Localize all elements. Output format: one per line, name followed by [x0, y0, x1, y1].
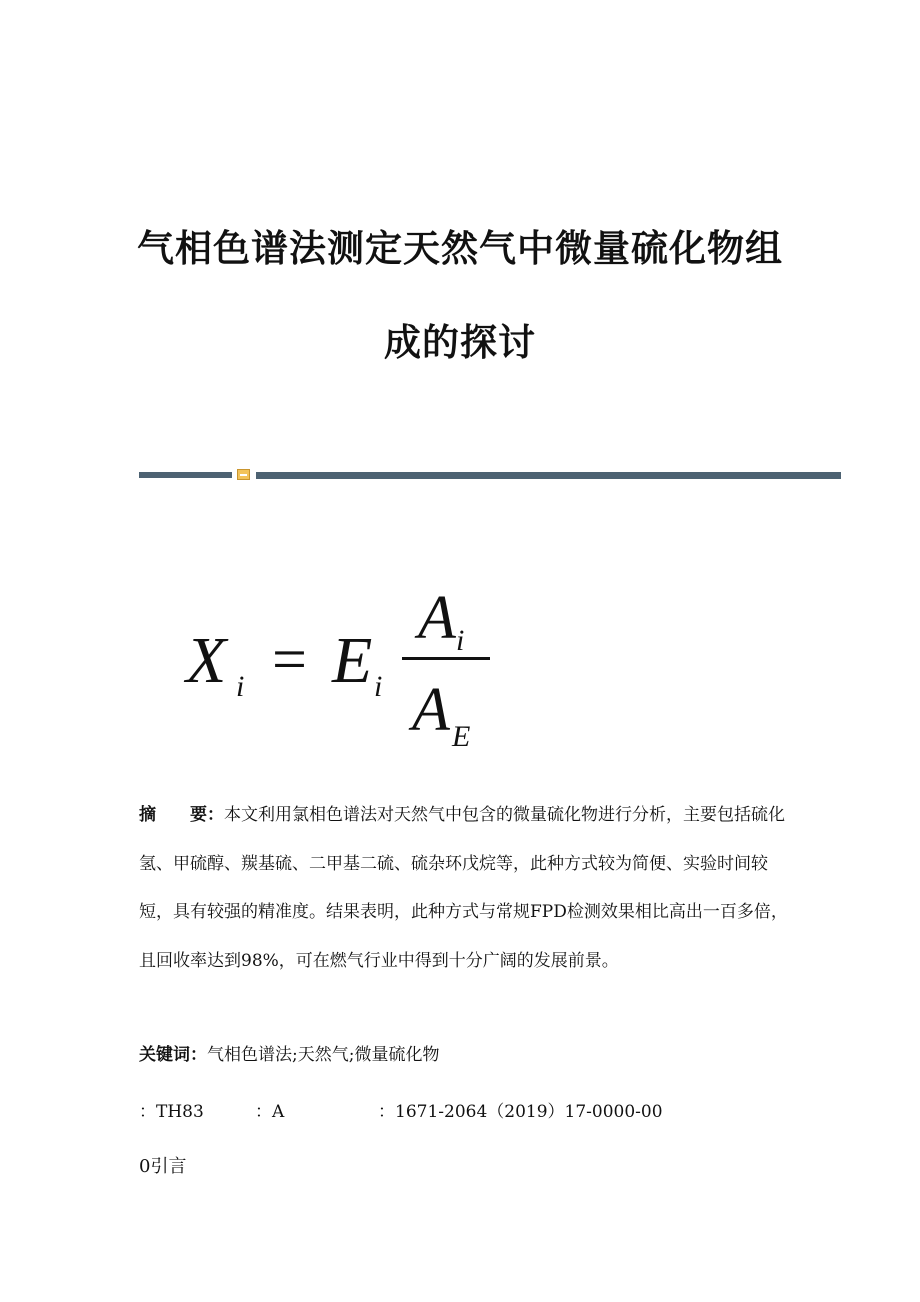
- abstract: [139, 791, 789, 985]
- formula-lhs-var: X: [186, 624, 227, 697]
- formula-den-sub: E: [452, 720, 471, 753]
- keywords: [139, 1040, 439, 1065]
- document-code: ：A: [255, 1102, 285, 1122]
- formula-coef-var: E: [332, 624, 373, 697]
- title-divider: [139, 468, 841, 482]
- divider-mark-icon: [237, 469, 250, 480]
- formula-num-sub: i: [456, 624, 465, 657]
- formula-coef-sub: i: [374, 670, 383, 703]
- paper-title-line-2: 成的探讨: [384, 321, 536, 364]
- formula-equals: =: [272, 626, 307, 694]
- divider-bar-left: [139, 472, 232, 478]
- abstract-label: 摘 要：: [139, 805, 224, 825]
- abstract-text: 本文利用氯相色谱法对天然气中包含的微量硫化物进行分析，主要包括硫化氢、甲硫醇、羰基硫、二甲基二硫、硫杂环戊烷等，此种方式较为简便、实验时间较短，具有较强的精准度。结果表明，此种方式与常规FPD检测效果相比高出一百多倍，且回收率达到98%，可在燃气行业中得到十分广阔的发展前景。: [139, 805, 788, 971]
- paper-title-line-1: 气相色谱法测定天然气中微量硫化物组: [137, 227, 783, 270]
- keywords-label: 关键词：: [139, 1045, 207, 1065]
- keywords-text: 气相色谱法;天然气;微量硫化物: [207, 1045, 440, 1065]
- formula-lhs-sub: i: [236, 670, 245, 703]
- section-heading: 0引言: [139, 1156, 187, 1177]
- formula: [180, 584, 510, 764]
- article-id: ：1671-2064（2019）17-0000-00: [378, 1102, 663, 1122]
- clc-number: ：TH83: [139, 1102, 204, 1122]
- formula-fraction-line: [402, 657, 490, 660]
- divider-bar-right: [256, 472, 841, 479]
- formula-den-var: A: [412, 676, 450, 744]
- formula-num-var: A: [418, 584, 456, 652]
